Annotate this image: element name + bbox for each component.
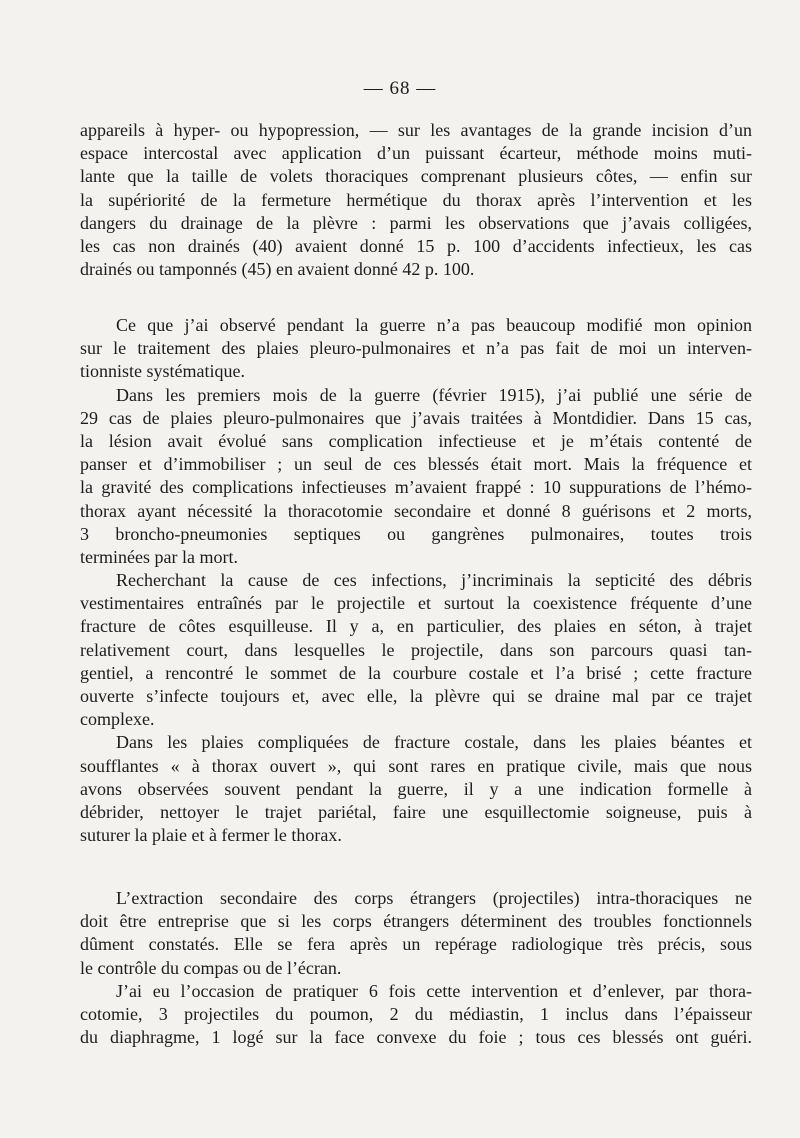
text-line: doit être entreprise que si les corps étrangers déterminent des troubles fonctionnels bbox=[80, 911, 752, 932]
paragraph-block-1 bbox=[80, 119, 752, 281]
text-line: ouverte s’infecte toujours et, avec elle, la plèvre qui se draine mal par ce trajet bbox=[80, 686, 752, 706]
text-line: L’extraction secondaire des corps étrangers (projectiles) intra-thoraciques ne bbox=[116, 888, 752, 908]
text-line: fracture de côtes esquilleuse. Il y a, en particulier, des plaies en séton, à trajet bbox=[80, 616, 752, 637]
text-line: relativement court, dans lesquelles le projectile, dans son parcours quasi tan- bbox=[80, 639, 752, 660]
text-line: sur le traitement des plaies pleuro-pulmonaires et n’a pas fait de moi un interven- bbox=[80, 338, 752, 359]
text-line: lante que la taille de volets thoraciques comprenant plusieurs côtes, — enfin sur bbox=[80, 166, 752, 187]
text-line: dangers du drainage de la plèvre : parmi les observations que j’avais colligées, bbox=[80, 212, 752, 233]
text-line: panser et d’immobiliser ; un seul de ces blessés était mort. Mais la fréquence et bbox=[80, 454, 752, 475]
paragraph-block-3 bbox=[80, 887, 752, 1049]
text-line: dûment constatés. Elle se fera après un repérage radiologique très précis, sous bbox=[80, 934, 752, 955]
text-line: du diaphragme, 1 logé sur la face convexe du foie ; tous ces blessés ont guéri. bbox=[80, 1027, 752, 1048]
text-line: vestimentaires entraînés par le projectile et surtout la coexistence fréquente d’une bbox=[80, 593, 752, 614]
text-line: 29 cas de plaies pleuro-pulmonaires que j’avais traitées à Montdidier. Dans 15 cas, bbox=[80, 407, 752, 428]
text-line: la lésion avait évolué sans complication infectieuse et je m’étais contenté de bbox=[80, 430, 752, 451]
text-line: la supériorité de la fermeture hermétique du thorax après l’intervention et les bbox=[80, 189, 752, 210]
text-line: terminées par la mort. bbox=[80, 546, 238, 567]
text-line: suturer la plaie et à fermer le thorax. bbox=[80, 825, 342, 846]
text-line: appareils à hyper- ou hypopression, — sur les avantages de la grande incision d’un bbox=[80, 120, 752, 140]
text-line: Dans les plaies compliquées de fracture costale, dans les plaies béantes et bbox=[116, 732, 752, 753]
text-line: avons observées souvent pendant la guerre, il y a une indication formelle à bbox=[80, 778, 752, 799]
text-line: tionniste systématique. bbox=[80, 361, 245, 382]
text-line: thorax ayant nécessité la thoracotomie secondaire et donné 8 guérisons et 2 morts, bbox=[80, 500, 752, 521]
text-line: Ce que j’ai observé pendant la guerre n’a pas beaucoup modifié mon opinion bbox=[116, 315, 752, 335]
text-line: J’ai eu l’occasion de pratiquer 6 fois cette intervention et d’enlever, par thora- bbox=[116, 980, 752, 1001]
text-line: espace intercostal avec application d’un puissant écarteur, méthode moins muti- bbox=[80, 143, 752, 164]
text-line: cotomie, 3 projectiles du poumon, 2 du médiastin, 1 inclus dans l’épaisseur bbox=[80, 1003, 752, 1024]
page-number: — 68 — bbox=[363, 78, 437, 99]
text-line: Recherchant la cause de ces infections, j’incriminais la septicité des débris bbox=[116, 570, 752, 591]
text-line: soufflantes « à thorax ouvert », qui sont rares en pratique civile, mais que nous bbox=[80, 755, 752, 776]
text-line: débrider, nettoyer le trajet pariétal, faire une esquillectomie soigneuse, puis à bbox=[80, 801, 752, 822]
text-line: la gravité des complications infectieuses m’avaient frappé : 10 suppurations de l’hémo- bbox=[80, 477, 752, 498]
text-line: gentiel, a rencontré le sommet de la courbure costale et l’a brisé ; cette fracture bbox=[80, 662, 752, 683]
text-line: complexe. bbox=[80, 709, 155, 730]
text-line: drainés ou tamponnés (45) en avaient donné 42 p. 100. bbox=[80, 259, 475, 280]
text-line: 3 broncho-pneumonies septiques ou gangrènes pulmonaires, toutes trois bbox=[80, 523, 752, 544]
text-line: le contrôle du compas ou de l’écran. bbox=[80, 957, 342, 978]
text-line: les cas non drainés (40) avaient donné 15 p. 100 d’accidents infectieux, les cas bbox=[80, 235, 752, 256]
text-line: Dans les premiers mois de la guerre (février 1915), j’ai publié une série de bbox=[116, 384, 752, 405]
paragraph-block-2 bbox=[80, 314, 752, 847]
